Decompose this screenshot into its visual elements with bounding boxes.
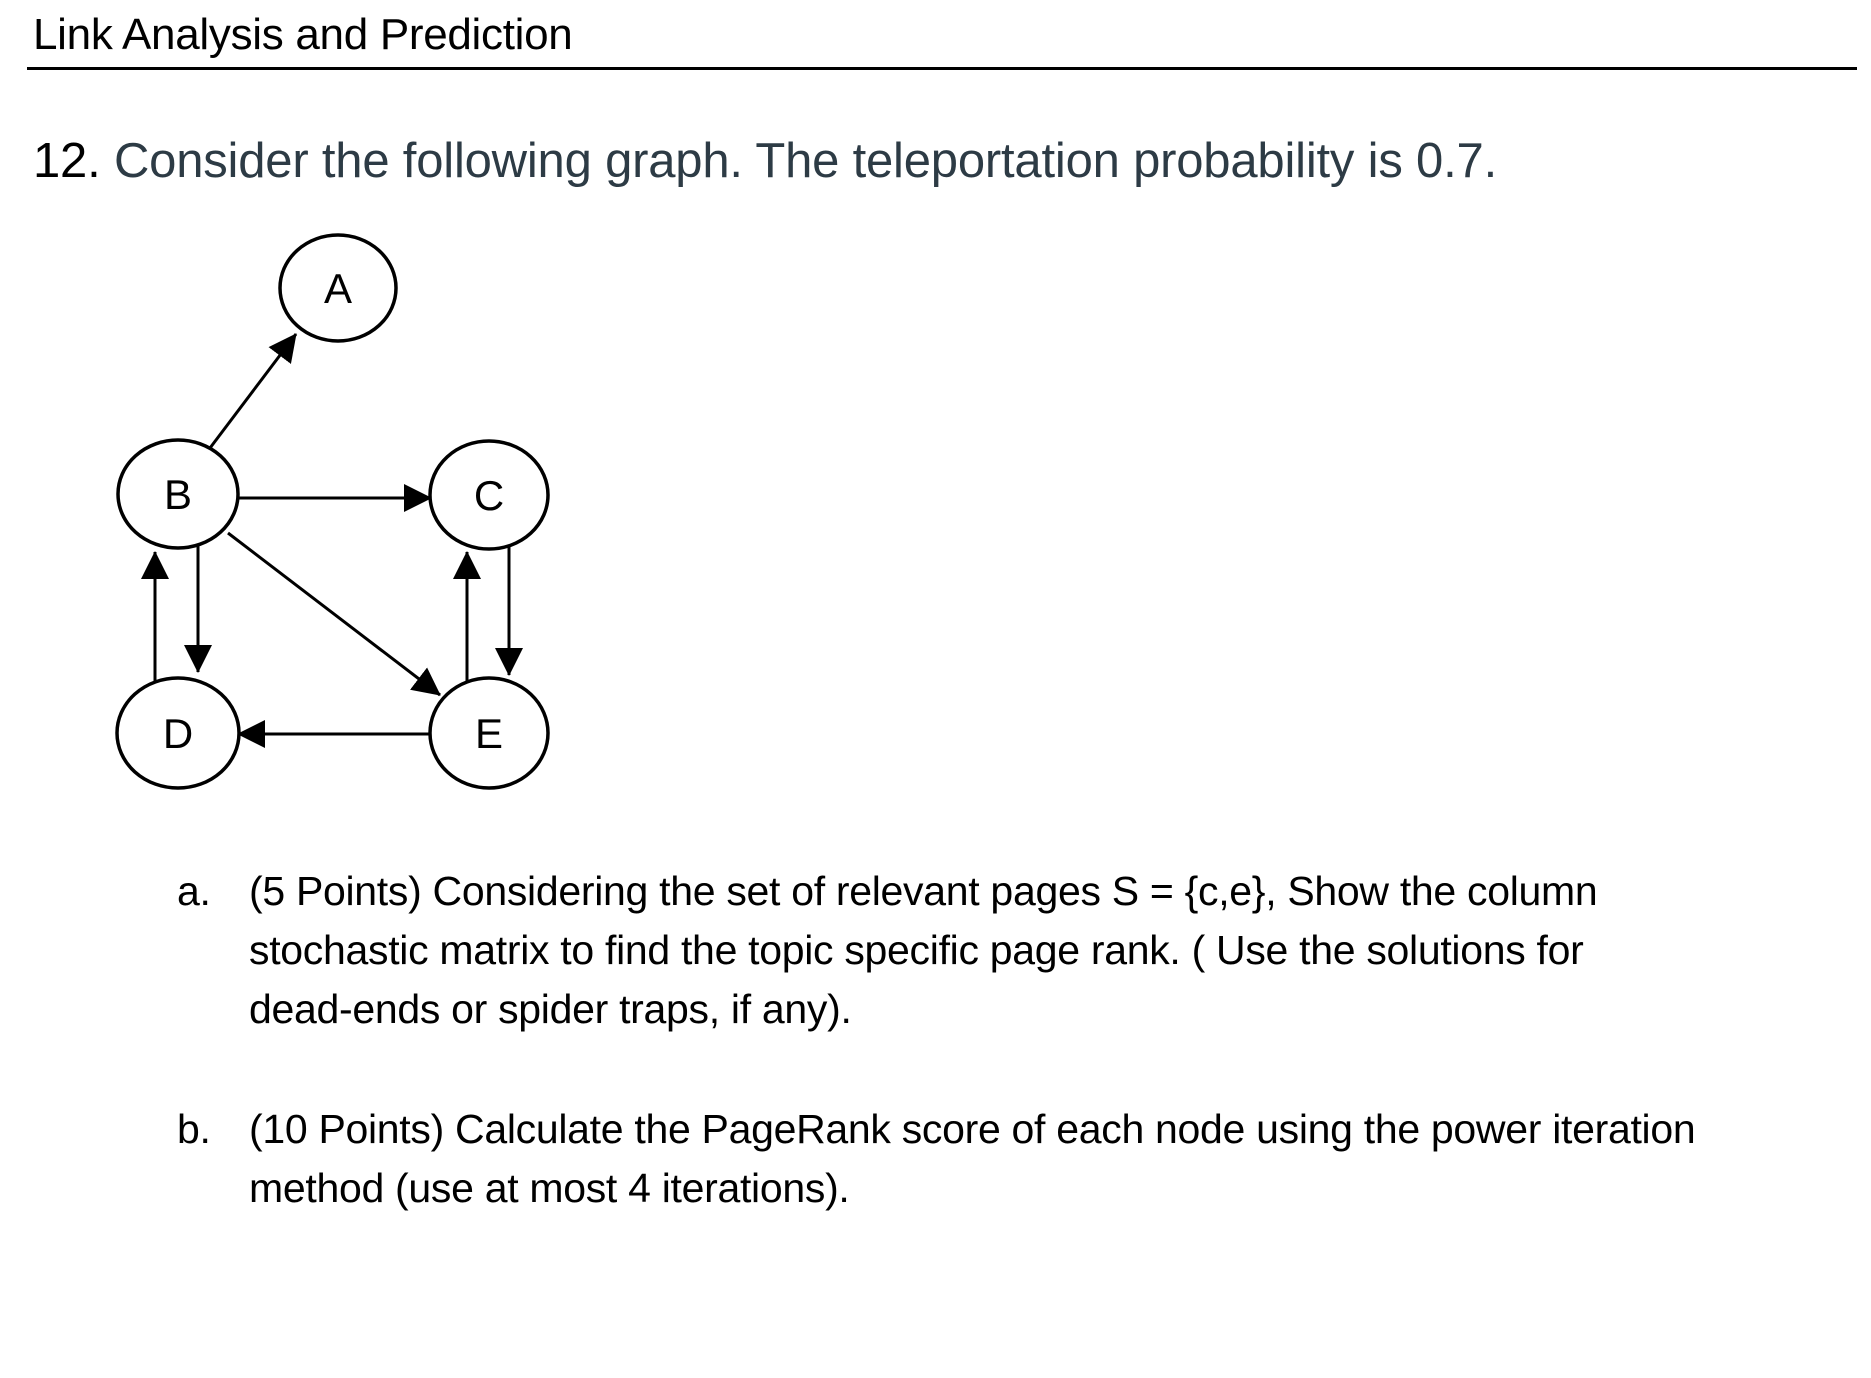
node-e-label: E (474, 710, 504, 757)
node-c (430, 441, 548, 549)
edge-b-to-e (228, 533, 440, 695)
node-b (118, 440, 238, 548)
node-d (117, 678, 239, 788)
node-b-label: B (163, 471, 193, 518)
node-c-label: C (473, 472, 505, 519)
sub-question-a-line: (5 Points) Considering the set of relevant pages S = {c,e}, Show the column (249, 868, 1598, 914)
question-text: Consider the following graph. The teleportation probability is 0.7. (113, 134, 1497, 188)
sub-question-a-line: dead-ends or spider traps, if any). (249, 986, 852, 1032)
sub-question-b-line: (10 Points) Calculate the PageRank score of each node using the power iteration (249, 1106, 1696, 1152)
node-e (430, 678, 548, 788)
sub-question-b-marker: b. (177, 1106, 211, 1152)
question-number: 12. (33, 134, 101, 188)
sub-question-a-marker: a. (177, 868, 211, 914)
sub-question-b-line: method (use at most 4 iterations). (249, 1165, 850, 1211)
section-title: Link Analysis and Prediction (33, 10, 573, 59)
sub-question-a-line: stochastic matrix to find the topic specific page rank. ( Use the solutions for (249, 927, 1584, 973)
edge-b-to-a (210, 334, 296, 448)
node-d-label: D (162, 710, 194, 757)
node-a-label: A (323, 265, 353, 312)
node-a (280, 235, 396, 341)
